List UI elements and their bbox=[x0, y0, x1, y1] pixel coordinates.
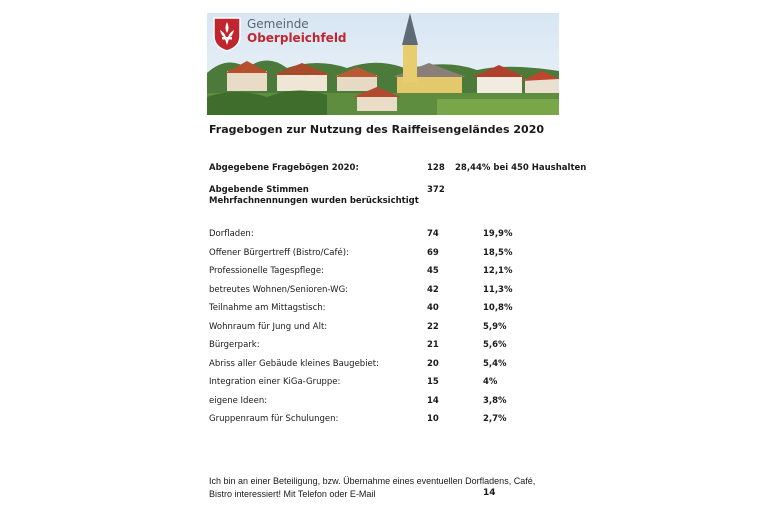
result-count: 45 bbox=[427, 266, 439, 276]
result-count: 10 bbox=[427, 414, 439, 424]
result-percent: 5,4% bbox=[483, 358, 507, 369]
result-percent: 12,1% bbox=[483, 266, 513, 276]
votes-value: 372 bbox=[427, 185, 445, 195]
municipality-name-line2: Oberpleichfeld bbox=[247, 31, 347, 45]
result-count: 22 bbox=[427, 321, 439, 332]
submitted-label: Abgegebene Fragebögen 2020: bbox=[209, 163, 359, 173]
result-label: Integration einer KiGa-Gruppe: bbox=[209, 377, 341, 387]
result-count: 42 bbox=[427, 284, 439, 295]
result-label: Professionelle Tagespflege: bbox=[209, 266, 324, 276]
result-label: Teilnahme am Mittagstisch: bbox=[209, 303, 326, 313]
table-row bbox=[0, 322, 768, 334]
result-label: Abriss aller Gebäude kleines Baugebiet: bbox=[209, 358, 379, 369]
table-row bbox=[0, 303, 768, 315]
result-percent: 4% bbox=[483, 377, 498, 387]
result-percent: 2,7% bbox=[483, 414, 507, 424]
result-label: betreutes Wohnen/Senioren-WG: bbox=[209, 284, 349, 295]
table-row bbox=[0, 377, 768, 389]
result-percent: 18,5% bbox=[483, 247, 513, 258]
table-row bbox=[0, 229, 768, 241]
table-row bbox=[0, 248, 768, 260]
table-row bbox=[0, 396, 768, 408]
footer-value: 14 bbox=[483, 488, 496, 498]
result-label: eigene Ideen: bbox=[209, 395, 268, 406]
result-count: 14 bbox=[427, 395, 439, 406]
result-count: 20 bbox=[427, 358, 439, 369]
result-count: 21 bbox=[427, 340, 439, 350]
votes-label-line1: Abgebende Stimmen bbox=[209, 185, 309, 195]
result-label: Offener Bürgertreff (Bistro/Café): bbox=[209, 247, 349, 258]
result-label: Gruppenraum für Schulungen: bbox=[209, 414, 339, 424]
result-label: Bürgerpark: bbox=[209, 340, 260, 350]
page-title: Fragebogen zur Nutzung des Raiffeisengeländes 2020 bbox=[209, 123, 545, 136]
result-count: 74 bbox=[427, 229, 439, 239]
table-row bbox=[0, 266, 768, 278]
votes-label-line2: Mehrfachnennungen wurden berücksichtigt bbox=[209, 196, 419, 206]
table-row bbox=[0, 414, 768, 426]
result-percent: 3,8% bbox=[483, 395, 507, 406]
municipal-crest-icon bbox=[212, 16, 242, 52]
result-percent: 11,3% bbox=[483, 284, 513, 295]
result-percent: 19,9% bbox=[483, 229, 513, 239]
result-percent: 5,9% bbox=[483, 321, 507, 332]
header-banner bbox=[207, 13, 559, 115]
table-row bbox=[0, 340, 768, 352]
result-count: 69 bbox=[427, 247, 439, 258]
result-count: 40 bbox=[427, 303, 439, 313]
municipality-name-line1: Gemeinde bbox=[247, 17, 309, 31]
result-label: Dorfladen: bbox=[209, 229, 254, 239]
result-count: 15 bbox=[427, 377, 439, 387]
table-row bbox=[0, 359, 768, 371]
result-percent: 5,6% bbox=[483, 340, 507, 350]
footer-text: Ich bin an einer Beteiligung, bzw. Übernahme eines eventuellen Dorfladens, Café, Bistro interessiert! Mit Telefon oder E-Mail bbox=[209, 476, 536, 499]
result-label: Wohnraum für Jung und Alt: bbox=[209, 321, 328, 332]
municipality-name bbox=[247, 18, 347, 44]
result-percent: 10,8% bbox=[483, 303, 513, 313]
table-row bbox=[0, 285, 768, 297]
submitted-value: 128 bbox=[427, 163, 445, 173]
submitted-note: 28,44% bei 450 Haushalten bbox=[455, 163, 587, 173]
